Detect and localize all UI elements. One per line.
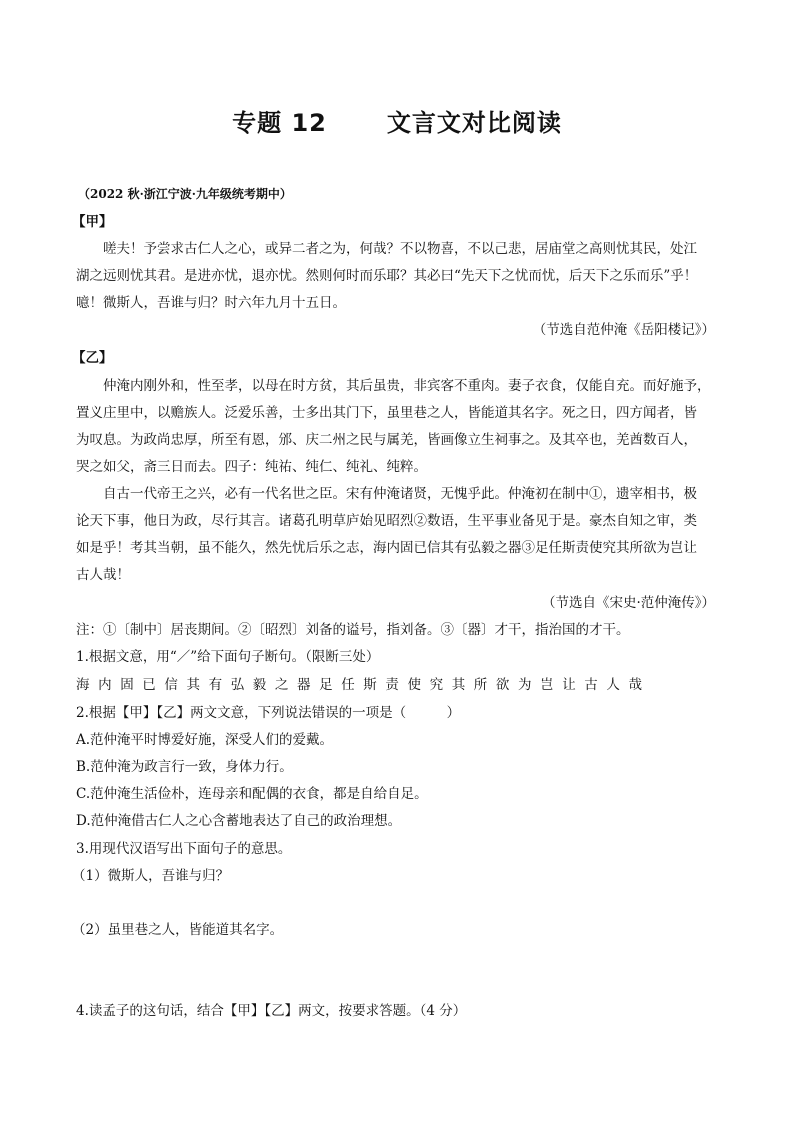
question-4-prompt: 4.读孟子的这句话，结合【甲】【乙】两文，按要求答题。（4 分）: [76, 1003, 467, 1019]
passage-yi-line: 自古一代帝王之兴，必有一代名世之臣。宋有仲淹诸贤，无愧乎此。仲淹初在制中①，遗宰相书，极: [103, 486, 697, 502]
passage-jia-line: 噫！微斯人，吾谁与归？时六年九月十五日。: [76, 295, 346, 311]
passage-yi-line: 仲淹内刚外和，性至孝，以母在时方贫，其后虽贵，非宾客不重肉。妻子衣食，仅能自充。而好施予，: [103, 378, 711, 394]
question-2-prompt: 2.根据【甲】【乙】两文文意，下列说法错误的一项是（ ）: [76, 705, 461, 721]
title-topic-name: 文言文对比阅读: [386, 109, 562, 137]
question-3-prompt: 3.用现代汉语写出下面句子的意思。: [76, 841, 292, 857]
exam-source: （2022 秋·浙江宁波·九年级统考期中）: [78, 187, 292, 201]
passage-yi-line: 哭之如父，斋三日而去。四子：纯祐、纯仁、纯礼、纯粹。: [76, 459, 427, 475]
annotation-note: 注：①〔制中〕居丧期间。②〔昭烈〕刘备的谥号，指刘备。③〔器〕才干，指治国的才干。: [76, 622, 630, 638]
passage-yi-line: 古人哉！: [76, 567, 130, 583]
passage-yi-citation: （节选自《宋史·范仲淹传》）: [541, 595, 715, 611]
question-1-sentence: 海内固已信其有弘毅之器足任斯责使究其所欲为岂让古人哉: [76, 677, 651, 693]
passage-yi-line: 置义庄里中，以赡族人。泛爱乐善，士多出其门下，虽里巷之人，皆能道其名字。死之日，四方闻者，皆: [76, 405, 697, 421]
title-topic-number: 专题 12: [232, 109, 327, 137]
question-2-option-b: B.范仲淹为政言行一致，身体力行。: [76, 759, 293, 775]
question-3-item-1: （1）微斯人，吾谁与归？: [72, 868, 230, 884]
passage-jia-citation: （节选自范仲淹《岳阳楼记》）: [532, 322, 715, 338]
question-2-option-a: A.范仲淹平时博爱好施，深受人们的爱戴。: [76, 732, 334, 748]
passage-jia-line: 嗟夫！予尝求古仁人之心，或异二者之为，何哉？不以物喜，不以己悲，居庙堂之高则忧其民，处江: [103, 241, 697, 257]
passage-yi-label: 【乙】: [72, 350, 113, 366]
question-1-prompt: 1.根据文意，用“／”给下面句子断句。（限断三处）: [76, 649, 380, 665]
question-2-option-c: C.范仲淹生活俭朴，连母亲和配偶的衣食，都是自给自足。: [76, 786, 428, 802]
question-2-option-d: D.范仲淹借古仁人之心含蓄地表达了自己的政治理想。: [76, 813, 402, 829]
question-3-item-2: （2）虽里巷之人，皆能道其名字。: [72, 922, 284, 938]
passage-jia-label: 【甲】: [72, 214, 113, 230]
page-title: [0, 103, 794, 138]
passage-jia-line: 湖之远则忧其君。是进亦忧，退亦忧。然则何时而乐耶？其必曰“先天下之忧而忧，后天下之乐而乐”乎！: [76, 268, 698, 284]
passage-yi-line: 为叹息。为政尚忠厚，所至有恩，邠、庆二州之民与属羌，皆画像立生祠事之。及其卒也，羌酋数百人，: [76, 432, 697, 448]
passage-yi-line: 如是乎！考其当朝，虽不能久，然先忧后乐之志，海内固已信其有弘毅之器③足任斯责使究其所欲为岂让: [76, 540, 697, 556]
passage-yi-line: 论天下事，他日为政，尽行其言。诸葛孔明草庐始见昭烈②数语，生平事业备见于是。豪杰自知之审，类: [76, 513, 697, 529]
